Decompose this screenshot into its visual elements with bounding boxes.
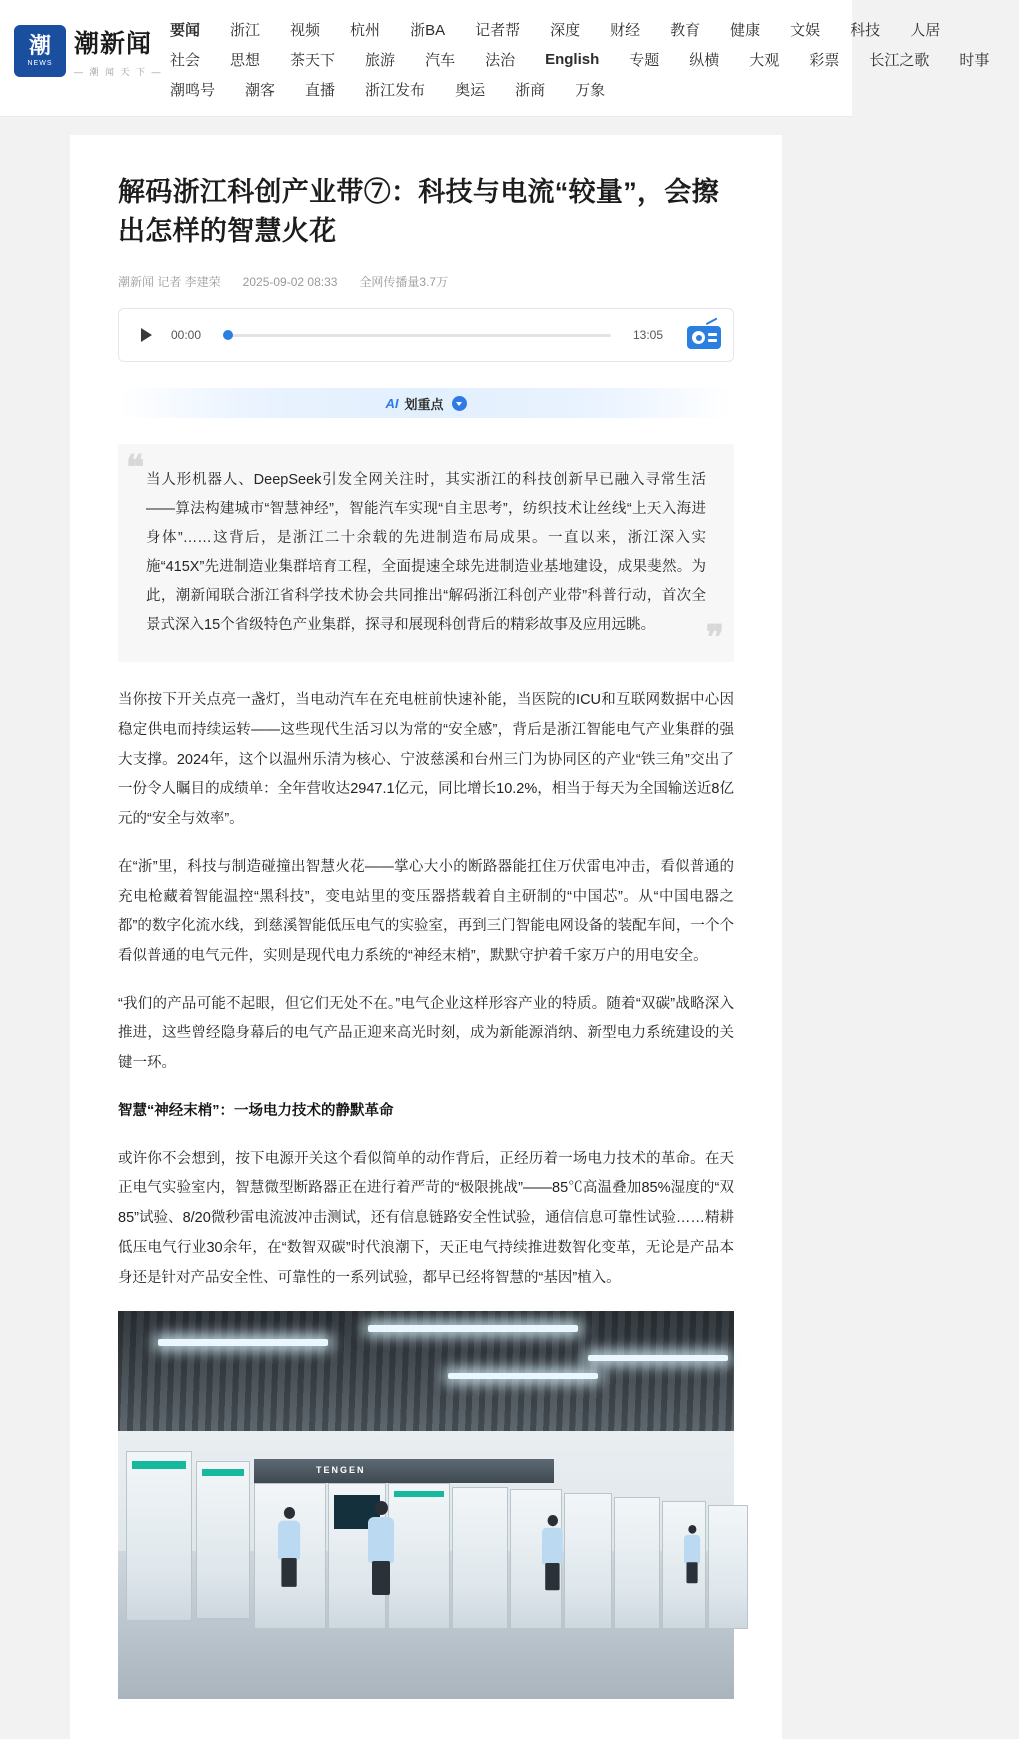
quote-open-icon: ❝ — [126, 450, 145, 488]
photo-light-4 — [588, 1355, 728, 1361]
paragraph-2: 在“浙”里，科技与制造碰撞出智慧火花——掌心大小的断路器能扛住万伏雷电冲击，看似普通的充电枪藏着智能温控“黑科技”，变电站里的变压器搭载着自主研制的“中国芯”。从“中国电器之都”的数字化流水线，到慈溪智能低压电气的实验室，再到三门智能电网设备的装配车间，一个个看似普通的电气元件，实则是现代电力系统的“神经末梢”，默默守护着千家万户的用电安全。 — [118, 858, 734, 965]
photo-machine-7 — [614, 1497, 660, 1629]
nav-item-zheba[interactable]: 浙BA — [410, 21, 446, 39]
chevron-down-icon[interactable] — [452, 396, 467, 411]
nav-item-jiankang[interactable]: 健康 — [730, 21, 761, 39]
radio-icon[interactable] — [685, 320, 723, 350]
photo-cabinet-left-1 — [126, 1451, 192, 1621]
radio-dial-center — [696, 335, 702, 341]
ai-highlights-bar[interactable] — [118, 388, 734, 418]
photo-cabinet-accent-1 — [132, 1461, 186, 1469]
photo-light-1 — [158, 1339, 328, 1346]
article-inner — [70, 135, 782, 1739]
photo-cabinet-accent-2 — [202, 1469, 244, 1476]
summary-text: 当人形机器人、DeepSeek引发全网关注时，其实浙江的科技创新早已融入寻常生活——算法构建城市“智慧神经”，智能汽车实现“自主思考”，纺织技术让丝线“上天入海进身体”……这背后，是浙江二十余载的先进制造布局成果。一直以来，浙江深入实施“415X”先进制造业集群培育工程，全面提速全球先进制造业基地建设，成果斐然。为此，潮新闻联合浙江省科学技术协会共同推出“解码浙江科创产业带”科普行动，首次全景式深入15个省级特色产业集群，探寻和展现科创背后的精彩故事及应用远眺。 — [146, 472, 706, 634]
radio-button-2 — [708, 339, 717, 342]
nav-item-chatianxia[interactable]: 茶天下 — [290, 51, 336, 69]
nav-item-shishi[interactable]: 时事 — [959, 51, 990, 69]
nav-item-lvyou[interactable]: 旅游 — [365, 51, 396, 69]
nav-item-zongheng[interactable]: 纵横 — [689, 51, 720, 69]
logo-badge-en: NEWS — [27, 60, 53, 67]
paragraph-1: 当你按下开关点亮一盏灯，当电动汽车在充电桩前快速补能，当医院的ICU和互联网数据中心因稳定供电而持续运转——这些现代生活习以为常的“安全感”，背后是浙江智能电气产业集群的强大支撑。2024年，这个以温州乐清为核心、宁波慈溪和台州三门为协同区的产业“铁三角”交出了一份令人瞩目的成绩单：全年营收达2947.1亿元，同比增长10.2%，相当于每天为全国输送近8亿元的“安全与效率”。 — [118, 692, 734, 828]
paragraph-4: 或许你不会想到，按下电源开关这个看似简单的动作背后，正经历着一场电力技术的革命。在天正电气实验室内，智慧微型断路器正在进行着严苛的“极限挑战”——85℃高温叠加85%湿度的“双85”试验、8/20微秒雷电流波冲击测试，还有信息链路安全性试验，通信信息可靠性试验……精耕低压电气行业30余年，在“数智双碳”时代浪潮下，天正电气持续推进数智化变革，无论是产品本身还是针对产品安全性、可靠性的一系列试验，都早已经将智慧的“基因”植入。 — [118, 1150, 734, 1286]
photo-machine-3 — [388, 1483, 450, 1629]
page-title: 解码浙江科创产业带⑦：科技与电流“较量”，会擦出怎样的智慧火花 — [118, 177, 719, 247]
nav-item-wenyu[interactable]: 文娱 — [790, 21, 821, 39]
audio-current-time: 00:00 — [171, 328, 202, 343]
photo-machine-9 — [708, 1505, 748, 1629]
article-figure — [118, 1311, 734, 1699]
lab-photo — [118, 1311, 734, 1699]
nav-row-3 — [170, 74, 1019, 104]
play-icon[interactable] — [133, 322, 159, 348]
nav-item-daguan[interactable]: 大观 — [749, 51, 780, 69]
brand-label: TENGEN — [316, 1465, 366, 1476]
nav-item-chaoke[interactable]: 潮客 — [245, 81, 276, 99]
article-card — [70, 135, 782, 1739]
section-subheading: 智慧“神经末梢”：一场电力技术的静默革命 — [118, 1102, 394, 1119]
photo-cabinet-left-2 — [196, 1461, 250, 1619]
nav-item-shendu[interactable]: 深度 — [550, 21, 581, 39]
nav-item-changjiangzhige[interactable]: 长江之歌 — [869, 51, 930, 69]
nav-item-wanxiang[interactable]: 万象 — [575, 81, 606, 99]
photo-light-2 — [368, 1325, 578, 1332]
meta-datetime: 2025-09-02 08:33 — [242, 274, 338, 289]
nav-item-english[interactable]: English — [545, 50, 600, 68]
audio-progress-slider[interactable] — [223, 334, 611, 337]
photo-machine-4 — [452, 1487, 508, 1629]
audio-progress-knob[interactable] — [223, 330, 233, 340]
nav-item-zhejiang[interactable]: 浙江 — [230, 21, 261, 39]
nav-item-zheshang[interactable]: 浙商 — [515, 81, 546, 99]
nav-item-zhejiangfabu[interactable]: 浙江发布 — [365, 81, 426, 99]
nav-item-aoyun[interactable]: 奥运 — [455, 81, 486, 99]
meta-reads: 全网传播量3.7万 — [359, 275, 449, 290]
ai-highlights-label — [385, 394, 443, 413]
photo-machine-header — [254, 1459, 554, 1483]
logo-badge — [14, 25, 66, 77]
nav-item-qiche[interactable]: 汽车 — [425, 51, 456, 69]
nav-item-jizhebang[interactable]: 记者帮 — [475, 21, 521, 39]
nav-item-keji[interactable]: 科技 — [850, 21, 881, 39]
article-body — [118, 686, 734, 1293]
nav-item-jiaoyu[interactable]: 教育 — [670, 21, 701, 39]
photo-machine-accent-3 — [394, 1491, 444, 1497]
meta-source: 潮新闻 记者 李建荣 — [118, 275, 221, 290]
nav-item-fazhi[interactable]: 法治 — [485, 51, 516, 69]
main-nav — [170, 10, 1019, 104]
nav-item-renju[interactable]: 人居 — [910, 21, 941, 39]
nav-item-shehui[interactable]: 社会 — [170, 51, 201, 69]
ai-highlights-text: 划重点 — [404, 396, 444, 412]
ai-mark: AI — [385, 395, 399, 411]
nav-item-sixiang[interactable]: 思想 — [230, 51, 261, 69]
nav-row-2 — [170, 44, 1019, 74]
nav-row-1 — [170, 14, 1019, 44]
logo-text — [74, 24, 163, 78]
logo-title: 潮新闻 — [74, 30, 153, 58]
site-logo[interactable] — [0, 10, 170, 78]
photo-machine-8 — [662, 1501, 706, 1629]
nav-item-caijing[interactable]: 财经 — [610, 21, 641, 39]
nav-item-chaominghao[interactable]: 潮鸣号 — [170, 81, 216, 99]
audio-player[interactable] — [118, 308, 734, 362]
nav-item-yaowen[interactable]: 要闻 — [170, 21, 201, 39]
article-summary — [118, 444, 734, 662]
quote-close-icon: ❞ — [705, 620, 724, 658]
nav-item-zhuanti[interactable]: 专题 — [629, 51, 660, 69]
logo-subtitle: — 潮 闻 天 下 — — [74, 67, 163, 77]
radio-button-1 — [708, 333, 717, 336]
nav-item-zhibo[interactable]: 直播 — [305, 81, 336, 99]
photo-light-3 — [448, 1373, 598, 1379]
audio-duration: 13:05 — [632, 328, 663, 343]
site-header — [0, 0, 990, 117]
logo-badge-cn: 潮 — [28, 33, 51, 58]
photo-machine-6 — [564, 1493, 612, 1629]
page-body — [0, 117, 852, 1739]
nav-item-hangzhou[interactable]: 杭州 — [350, 21, 381, 39]
article-meta — [118, 273, 734, 290]
paragraph-3: “我们的产品可能不起眼，但它们无处不在。”电气企业这样形容产业的特质。随着“双碳”战略深入推进，这些曾经隐身幕后的电气产品正迎来高光时刻，成为新能源消纳、新型电力系统建设的关键一环。 — [118, 995, 734, 1072]
nav-item-caipiao[interactable]: 彩票 — [809, 51, 840, 69]
article-bottom-space — [118, 1699, 734, 1739]
nav-item-video[interactable]: 视频 — [290, 21, 321, 39]
